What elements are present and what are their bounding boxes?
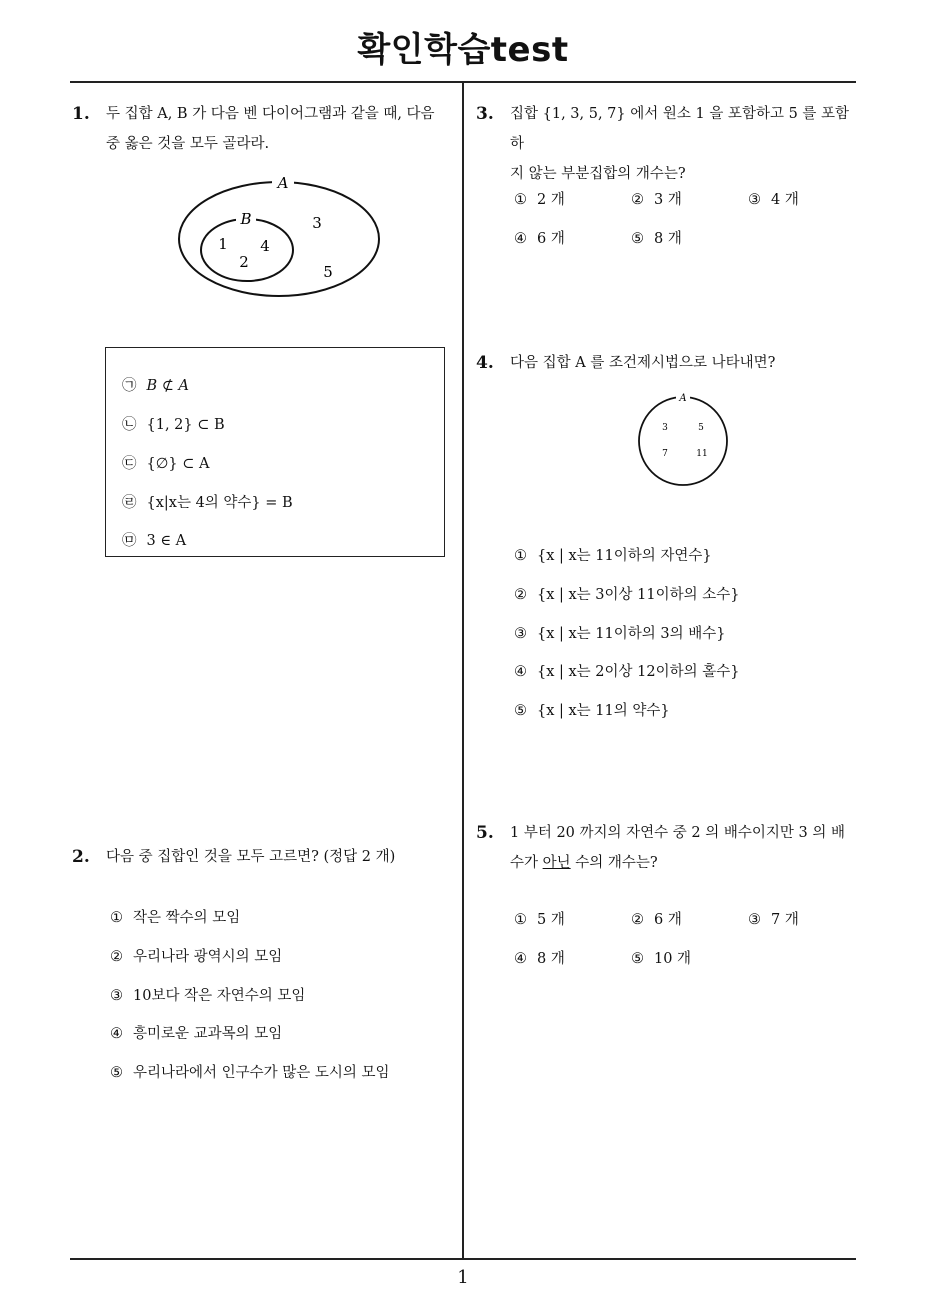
q2-option: ④ 흥미로운 교과목의 모임: [110, 1026, 283, 1042]
set-element-7: 7: [662, 449, 668, 459]
venn-set-b-ellipse: [201, 219, 293, 281]
q1-statement: ㉣ {x|x는 4의 약수} = B: [122, 495, 293, 511]
q2-text: 다음 중 집합인 것을 모두 고르면? (정답 2 개): [106, 849, 396, 865]
venn-element-3: 3: [312, 214, 322, 232]
q5-option: ① 5 개: [514, 912, 565, 928]
q2-option: ③ 10보다 작은 자연수의 모임: [110, 988, 306, 1004]
q5-underlined-word: 아닌: [542, 855, 571, 871]
q5-text-line1: 1 부터 20 까지의 자연수 중 2 의 배수이지만 3 의 배: [510, 825, 845, 841]
q5-text-line2: 수가 아닌 수의 개수는?: [510, 855, 658, 871]
column-divider: [462, 82, 464, 1259]
venn-set-a-ellipse: [179, 182, 379, 296]
q1-venn-diagram: [170, 170, 390, 300]
q3-number: 3.: [476, 104, 494, 124]
q1-statement: ㉤ 3 ∈ A: [122, 533, 187, 549]
set-a-label: A: [679, 393, 687, 404]
q1-statement: ㉡ {1, 2} ⊂ B: [122, 417, 225, 433]
q1-number: 1.: [72, 104, 90, 124]
q3-option: ① 2 개: [514, 192, 565, 208]
set-element-3: 3: [662, 423, 668, 433]
q4-option: ① {x | x는 11이하의 자연수}: [514, 548, 712, 564]
page-title: 확인학습test: [357, 30, 569, 70]
q3-text-line1: 집합 {1, 3, 5, 7} 에서 원소 1 을 포함하고 5 를 포함하: [510, 106, 850, 152]
q5-text: [510, 818, 862, 878]
q4-set-diagram: [633, 388, 733, 490]
q1-statement: ㉢ {∅} ⊂ A: [122, 456, 210, 472]
q2-option: ① 작은 짝수의 모임: [110, 910, 241, 926]
set-a-circle: [639, 397, 727, 485]
venn-element-1: 1: [218, 235, 228, 253]
venn-label-b: B: [240, 210, 252, 228]
q1-statement: ㉠ B ⊄ A: [122, 378, 189, 394]
q3-option: ⑤ 8 개: [631, 231, 682, 247]
q3-text-line2: 지 않는 부분집합의 개수는?: [510, 166, 686, 182]
q3-option: ④ 6 개: [514, 231, 565, 247]
q4-option: ⑤ {x | x는 11의 약수}: [514, 703, 670, 719]
q3-text: [510, 99, 862, 189]
venn-label-a: A: [277, 174, 289, 192]
q2-option: ② 우리나라 광역시의 모임: [110, 949, 283, 965]
q1-text: [106, 99, 456, 159]
q5-option: ④ 8 개: [514, 951, 565, 967]
q5-option: ② 6 개: [631, 912, 682, 928]
q1-text-line1: 두 집합 A, B 가 다음 벤 다이어그램과 같을 때, 다음: [106, 106, 435, 122]
q1-statement-box: [105, 347, 445, 557]
venn-element-2: 2: [239, 253, 249, 271]
q1-text-line2: 중 옳은 것을 모두 골라라.: [106, 136, 270, 152]
set-element-11: 11: [696, 449, 708, 459]
q4-number: 4.: [476, 353, 494, 373]
q5-option: ③ 7 개: [748, 912, 799, 928]
q4-option: ④ {x | x는 2이상 12이하의 홀수}: [514, 664, 740, 680]
q4-option: ③ {x | x는 11이하의 3의 배수}: [514, 626, 726, 642]
q3-option: ③ 4 개: [748, 192, 799, 208]
q2-number: 2.: [72, 847, 90, 867]
page-number: 1: [457, 1267, 469, 1288]
q4-text: 다음 집합 A 를 조건제시법으로 나타내면?: [510, 355, 776, 371]
q4-option: ② {x | x는 3이상 11이하의 소수}: [514, 587, 740, 603]
q5-option: ⑤ 10 개: [631, 951, 692, 967]
q5-number: 5.: [476, 823, 494, 843]
set-element-5: 5: [698, 423, 704, 433]
q2-option: ⑤ 우리나라에서 인구수가 많은 도시의 모임: [110, 1065, 390, 1081]
venn-element-4: 4: [260, 237, 270, 255]
q3-option: ② 3 개: [631, 192, 682, 208]
footer-divider: [70, 1258, 856, 1260]
venn-element-5: 5: [323, 263, 333, 281]
